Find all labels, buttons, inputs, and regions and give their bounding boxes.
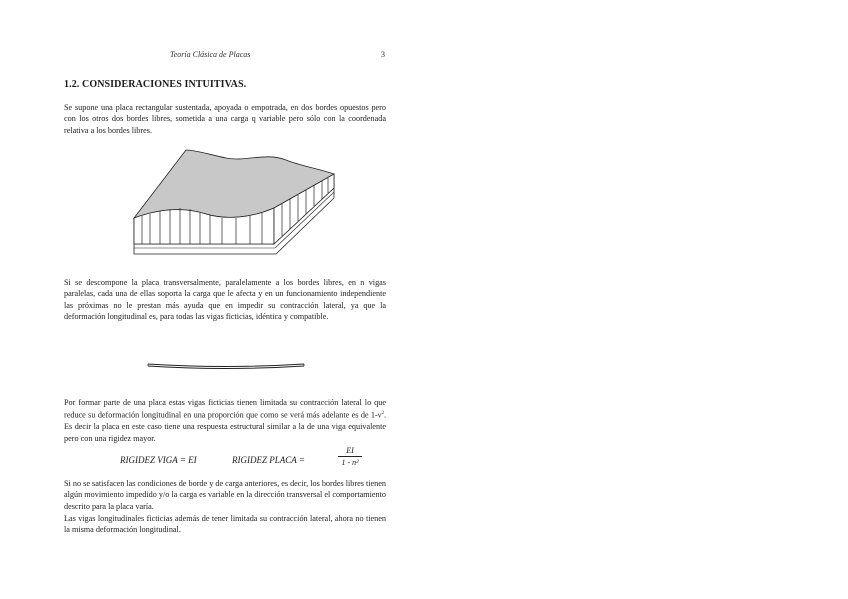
header-title: Teoría Clásica de Placas <box>170 50 251 59</box>
page-number: 3 <box>381 50 385 59</box>
formula-beam: RIGIDEZ VIGA = EI <box>120 455 197 465</box>
paragraph-3 <box>64 397 386 444</box>
fraction-bar <box>338 456 362 457</box>
formula-denominator: 1 - n² <box>341 458 359 467</box>
paragraph-3-a: Por formar parte de una placa estas vigas ficticias tienen limitada su contracción lateral lo que reduce su deformación longitudinal en una proporción que como se verá más adelante es de 1-ν <box>64 398 386 421</box>
paragraph-5: Las vigas longitudinales ficticias además de tener limitada su contracción lateral, ahora no tienen la misma deformación longitudinal. <box>64 514 386 535</box>
rigidity-formula <box>120 446 380 474</box>
paragraph-4: Si no se satisfacen las condiciones de borde y de carga anteriores, es decir, los bordes libres tienen algún movimiento impedido y/o la carga es variable en la dirección transversal el comportamiento descrito para la placa varía. <box>64 479 386 511</box>
paragraph-3-sup: 2 <box>381 411 384 417</box>
formula-plate: RIGIDEZ PLACA = <box>232 455 305 465</box>
plate-illustration <box>126 148 366 260</box>
page-header <box>170 50 385 59</box>
paragraph-3-b: . Es decir la placa en este caso tiene una respuesta estructural similar a la de una viga equivalente pero con una rigidez mayor. <box>64 411 386 443</box>
paragraph-2: Si se descompone la placa transversalmente, paralelamente a los bordes libres, en n vigas paralelas, cada una de ellas soporta la carga que le afecta y en un funcionamiento independiente las próximas no le prestan más ayuda que en impedir su contracción lateral, ya que la deformación longitudinal es, para todas las vigas ficticias, idéntica y compatible. <box>64 278 386 321</box>
formula-numerator: EI <box>346 446 354 455</box>
section-title: 1.2. CONSIDERACIONES INTUITIVAS. <box>64 79 247 90</box>
beam-illustration <box>146 359 306 373</box>
formula-fraction <box>338 446 362 467</box>
paragraph-1: Se supone una placa rectangular sustentada, apoyada o empotrada, en dos bordes opuestos pero con los otros dos bordes libres, sometida a una carga q variable pero sólo con la coordenada relativa a los bordes libres. <box>64 103 386 135</box>
